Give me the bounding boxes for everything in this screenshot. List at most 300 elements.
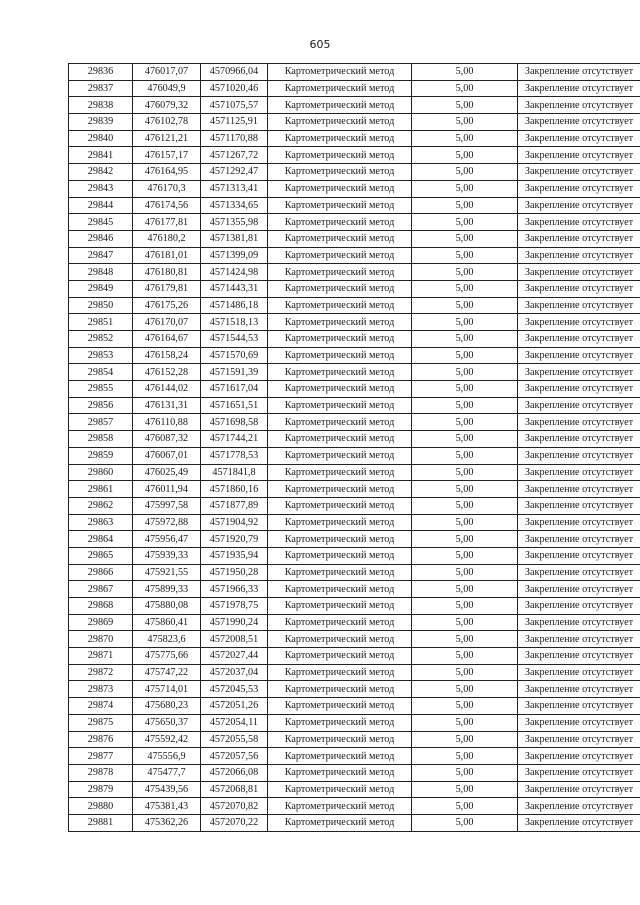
point-number-cell: 29877: [69, 748, 133, 765]
fixing-cell: Закрепление отсутствует: [518, 814, 640, 831]
table-row: [69, 714, 640, 731]
method-cell: Картометрический метод: [268, 681, 412, 698]
method-cell: Картометрический метод: [268, 798, 412, 815]
x-coordinate-cell: 476158,24: [133, 347, 201, 364]
point-number-cell: 29852: [69, 331, 133, 348]
table-row: [69, 664, 640, 681]
accuracy-cell: 5,00: [412, 648, 518, 665]
table-row: [69, 798, 640, 815]
point-number-cell: 29839: [69, 114, 133, 131]
point-number-cell: 29846: [69, 230, 133, 247]
method-cell: Картометрический метод: [268, 447, 412, 464]
point-number-cell: 29849: [69, 280, 133, 297]
x-coordinate-cell: 476174,56: [133, 197, 201, 214]
method-cell: Картометрический метод: [268, 130, 412, 147]
point-number-cell: 29858: [69, 431, 133, 448]
x-coordinate-cell: 476164,67: [133, 331, 201, 348]
method-cell: Картометрический метод: [268, 514, 412, 531]
accuracy-cell: 5,00: [412, 331, 518, 348]
point-number-cell: 29879: [69, 781, 133, 798]
table-row: [69, 614, 640, 631]
x-coordinate-cell: 476102,78: [133, 114, 201, 131]
y-coordinate-cell: 4572037,04: [201, 664, 268, 681]
accuracy-cell: 5,00: [412, 664, 518, 681]
x-coordinate-cell: 475714,01: [133, 681, 201, 698]
y-coordinate-cell: 4571424,98: [201, 264, 268, 281]
x-coordinate-cell: 476049,9: [133, 80, 201, 97]
y-coordinate-cell: 4571518,13: [201, 314, 268, 331]
y-coordinate-cell: 4571950,28: [201, 564, 268, 581]
table-row: [69, 781, 640, 798]
accuracy-cell: 5,00: [412, 431, 518, 448]
y-coordinate-cell: 4571313,41: [201, 180, 268, 197]
table-row: [69, 598, 640, 615]
fixing-cell: Закрепление отсутствует: [518, 531, 640, 548]
method-cell: Картометрический метод: [268, 481, 412, 498]
method-cell: Картометрический метод: [268, 314, 412, 331]
accuracy-cell: 5,00: [412, 514, 518, 531]
method-cell: Картометрический метод: [268, 230, 412, 247]
y-coordinate-cell: 4572057,56: [201, 748, 268, 765]
y-coordinate-cell: 4572055,58: [201, 731, 268, 748]
accuracy-cell: 5,00: [412, 80, 518, 97]
fixing-cell: Закрепление отсутствует: [518, 364, 640, 381]
fixing-cell: Закрепление отсутствует: [518, 114, 640, 131]
table-body: [69, 64, 640, 832]
fixing-cell: Закрепление отсутствует: [518, 431, 640, 448]
fixing-cell: Закрепление отсутствует: [518, 714, 640, 731]
fixing-cell: Закрепление отсутствует: [518, 381, 640, 398]
x-coordinate-cell: 475939,33: [133, 547, 201, 564]
point-number-cell: 29838: [69, 97, 133, 114]
method-cell: Картометрический метод: [268, 631, 412, 648]
accuracy-cell: 5,00: [412, 297, 518, 314]
accuracy-cell: 5,00: [412, 180, 518, 197]
accuracy-cell: 5,00: [412, 347, 518, 364]
y-coordinate-cell: 4572068,81: [201, 781, 268, 798]
method-cell: Картометрический метод: [268, 731, 412, 748]
accuracy-cell: 5,00: [412, 447, 518, 464]
accuracy-cell: 5,00: [412, 197, 518, 214]
point-number-cell: 29860: [69, 464, 133, 481]
method-cell: Картометрический метод: [268, 748, 412, 765]
point-number-cell: 29880: [69, 798, 133, 815]
accuracy-cell: 5,00: [412, 681, 518, 698]
x-coordinate-cell: 476175,26: [133, 297, 201, 314]
table-row: [69, 698, 640, 715]
method-cell: Картометрический метод: [268, 714, 412, 731]
y-coordinate-cell: 4571125,91: [201, 114, 268, 131]
table-row: [69, 748, 640, 765]
method-cell: Картометрический метод: [268, 781, 412, 798]
fixing-cell: Закрепление отсутствует: [518, 314, 640, 331]
table-row: [69, 130, 640, 147]
method-cell: Картометрический метод: [268, 414, 412, 431]
fixing-cell: Закрепление отсутствует: [518, 764, 640, 781]
accuracy-cell: 5,00: [412, 397, 518, 414]
y-coordinate-cell: 4571904,92: [201, 514, 268, 531]
fixing-cell: Закрепление отсутствует: [518, 247, 640, 264]
point-number-cell: 29872: [69, 664, 133, 681]
y-coordinate-cell: 4571075,57: [201, 97, 268, 114]
accuracy-cell: 5,00: [412, 414, 518, 431]
x-coordinate-cell: 476180,81: [133, 264, 201, 281]
accuracy-cell: 5,00: [412, 481, 518, 498]
x-coordinate-cell: 475439,56: [133, 781, 201, 798]
table-row: [69, 280, 640, 297]
table-row: [69, 431, 640, 448]
table-row: [69, 814, 640, 831]
y-coordinate-cell: 4571920,79: [201, 531, 268, 548]
method-cell: Картометрический метод: [268, 197, 412, 214]
y-coordinate-cell: 4571744,21: [201, 431, 268, 448]
fixing-cell: Закрепление отсутствует: [518, 180, 640, 197]
x-coordinate-cell: 475680,23: [133, 698, 201, 715]
method-cell: Картометрический метод: [268, 280, 412, 297]
accuracy-cell: 5,00: [412, 564, 518, 581]
fixing-cell: Закрепление отсутствует: [518, 564, 640, 581]
y-coordinate-cell: 4571591,39: [201, 364, 268, 381]
point-number-cell: 29851: [69, 314, 133, 331]
point-number-cell: 29863: [69, 514, 133, 531]
point-number-cell: 29864: [69, 531, 133, 548]
point-number-cell: 29856: [69, 397, 133, 414]
accuracy-cell: 5,00: [412, 814, 518, 831]
table-row: [69, 214, 640, 231]
method-cell: Картометрический метод: [268, 764, 412, 781]
table-row: [69, 648, 640, 665]
y-coordinate-cell: 4571651,51: [201, 397, 268, 414]
table-row: [69, 681, 640, 698]
x-coordinate-cell: 476164,95: [133, 164, 201, 181]
method-cell: Картометрический метод: [268, 331, 412, 348]
method-cell: Картометрический метод: [268, 547, 412, 564]
x-coordinate-cell: 476087,32: [133, 431, 201, 448]
point-number-cell: 29871: [69, 648, 133, 665]
method-cell: Картометрический метод: [268, 564, 412, 581]
method-cell: Картометрический метод: [268, 381, 412, 398]
table-row: [69, 464, 640, 481]
method-cell: Картометрический метод: [268, 147, 412, 164]
accuracy-cell: 5,00: [412, 748, 518, 765]
fixing-cell: Закрепление отсутствует: [518, 347, 640, 364]
point-number-cell: 29845: [69, 214, 133, 231]
table-row: [69, 514, 640, 531]
accuracy-cell: 5,00: [412, 598, 518, 615]
y-coordinate-cell: 4570966,04: [201, 64, 268, 81]
point-number-cell: 29878: [69, 764, 133, 781]
method-cell: Картометрический метод: [268, 297, 412, 314]
fixing-cell: Закрепление отсутствует: [518, 798, 640, 815]
x-coordinate-cell: 475823,6: [133, 631, 201, 648]
point-number-cell: 29862: [69, 497, 133, 514]
accuracy-cell: 5,00: [412, 214, 518, 231]
point-number-cell: 29836: [69, 64, 133, 81]
x-coordinate-cell: 476157,17: [133, 147, 201, 164]
accuracy-cell: 5,00: [412, 731, 518, 748]
fixing-cell: Закрепление отсутствует: [518, 681, 640, 698]
y-coordinate-cell: 4571334,65: [201, 197, 268, 214]
y-coordinate-cell: 4571486,18: [201, 297, 268, 314]
table-row: [69, 364, 640, 381]
fixing-cell: Закрепление отсутствует: [518, 164, 640, 181]
fixing-cell: Закрепление отсутствует: [518, 64, 640, 81]
y-coordinate-cell: 4572066,08: [201, 764, 268, 781]
accuracy-cell: 5,00: [412, 280, 518, 297]
method-cell: Картометрический метод: [268, 464, 412, 481]
fixing-cell: Закрепление отсутствует: [518, 397, 640, 414]
method-cell: Картометрический метод: [268, 431, 412, 448]
accuracy-cell: 5,00: [412, 230, 518, 247]
point-number-cell: 29881: [69, 814, 133, 831]
table-row: [69, 80, 640, 97]
point-number-cell: 29866: [69, 564, 133, 581]
fixing-cell: Закрепление отсутствует: [518, 280, 640, 297]
table-row: [69, 347, 640, 364]
x-coordinate-cell: 476177,81: [133, 214, 201, 231]
fixing-cell: Закрепление отсутствует: [518, 547, 640, 564]
point-number-cell: 29854: [69, 364, 133, 381]
table-row: [69, 631, 640, 648]
x-coordinate-cell: 476170,3: [133, 180, 201, 197]
x-coordinate-cell: 475972,88: [133, 514, 201, 531]
method-cell: Картометрический метод: [268, 598, 412, 615]
fixing-cell: Закрепление отсутствует: [518, 748, 640, 765]
y-coordinate-cell: 4571267,72: [201, 147, 268, 164]
x-coordinate-cell: 476110,88: [133, 414, 201, 431]
table-row: [69, 564, 640, 581]
accuracy-cell: 5,00: [412, 497, 518, 514]
point-number-cell: 29855: [69, 381, 133, 398]
y-coordinate-cell: 4571617,04: [201, 381, 268, 398]
accuracy-cell: 5,00: [412, 264, 518, 281]
point-number-cell: 29844: [69, 197, 133, 214]
fixing-cell: Закрепление отсутствует: [518, 581, 640, 598]
point-number-cell: 29867: [69, 581, 133, 598]
fixing-cell: Закрепление отсутствует: [518, 781, 640, 798]
table-row: [69, 731, 640, 748]
accuracy-cell: 5,00: [412, 164, 518, 181]
y-coordinate-cell: 4571698,58: [201, 414, 268, 431]
y-coordinate-cell: 4571443,31: [201, 280, 268, 297]
method-cell: Картометрический метод: [268, 164, 412, 181]
y-coordinate-cell: 4572045,53: [201, 681, 268, 698]
fixing-cell: Закрепление отсутствует: [518, 197, 640, 214]
x-coordinate-cell: 475477,7: [133, 764, 201, 781]
method-cell: Картометрический метод: [268, 397, 412, 414]
x-coordinate-cell: 476067,01: [133, 447, 201, 464]
fixing-cell: Закрепление отсутствует: [518, 414, 640, 431]
y-coordinate-cell: 4571399,09: [201, 247, 268, 264]
table-row: [69, 414, 640, 431]
fixing-cell: Закрепление отсутствует: [518, 97, 640, 114]
method-cell: Картометрический метод: [268, 364, 412, 381]
point-number-cell: 29859: [69, 447, 133, 464]
x-coordinate-cell: 476144,02: [133, 381, 201, 398]
accuracy-cell: 5,00: [412, 614, 518, 631]
x-coordinate-cell: 475997,58: [133, 497, 201, 514]
page-number: 605: [309, 38, 331, 51]
y-coordinate-cell: 4571966,33: [201, 581, 268, 598]
table-row: [69, 531, 640, 548]
y-coordinate-cell: 4571978,75: [201, 598, 268, 615]
fixing-cell: Закрепление отсутствует: [518, 664, 640, 681]
table-row: [69, 447, 640, 464]
accuracy-cell: 5,00: [412, 97, 518, 114]
x-coordinate-cell: 476025,49: [133, 464, 201, 481]
accuracy-cell: 5,00: [412, 247, 518, 264]
method-cell: Картометрический метод: [268, 497, 412, 514]
point-number-cell: 29837: [69, 80, 133, 97]
y-coordinate-cell: 4571860,16: [201, 481, 268, 498]
x-coordinate-cell: 475592,42: [133, 731, 201, 748]
table-row: [69, 97, 640, 114]
point-number-cell: 29853: [69, 347, 133, 364]
accuracy-cell: 5,00: [412, 531, 518, 548]
point-number-cell: 29840: [69, 130, 133, 147]
y-coordinate-cell: 4572008,51: [201, 631, 268, 648]
table-row: [69, 331, 640, 348]
fixing-cell: Закрепление отсутствует: [518, 514, 640, 531]
table-row: [69, 180, 640, 197]
table-row: [69, 581, 640, 598]
x-coordinate-cell: 476179,81: [133, 280, 201, 297]
x-coordinate-cell: 475381,43: [133, 798, 201, 815]
x-coordinate-cell: 476017,07: [133, 64, 201, 81]
method-cell: Картометрический метод: [268, 664, 412, 681]
y-coordinate-cell: 4571990,24: [201, 614, 268, 631]
x-coordinate-cell: 476181,01: [133, 247, 201, 264]
accuracy-cell: 5,00: [412, 464, 518, 481]
method-cell: Картометрический метод: [268, 214, 412, 231]
method-cell: Картометрический метод: [268, 698, 412, 715]
coordinates-table: [68, 63, 640, 832]
x-coordinate-cell: 475775,66: [133, 648, 201, 665]
method-cell: Картометрический метод: [268, 614, 412, 631]
fixing-cell: Закрепление отсутствует: [518, 230, 640, 247]
fixing-cell: Закрепление отсутствует: [518, 464, 640, 481]
table-row: [69, 64, 640, 81]
point-number-cell: 29869: [69, 614, 133, 631]
x-coordinate-cell: 476079,32: [133, 97, 201, 114]
method-cell: Картометрический метод: [268, 97, 412, 114]
accuracy-cell: 5,00: [412, 714, 518, 731]
method-cell: Картометрический метод: [268, 531, 412, 548]
accuracy-cell: 5,00: [412, 698, 518, 715]
y-coordinate-cell: 4572051,26: [201, 698, 268, 715]
method-cell: Картометрический метод: [268, 80, 412, 97]
method-cell: Картометрический метод: [268, 264, 412, 281]
point-number-cell: 29847: [69, 247, 133, 264]
accuracy-cell: 5,00: [412, 64, 518, 81]
table-row: [69, 481, 640, 498]
y-coordinate-cell: 4571292,47: [201, 164, 268, 181]
accuracy-cell: 5,00: [412, 147, 518, 164]
y-coordinate-cell: 4572070,22: [201, 814, 268, 831]
x-coordinate-cell: 476152,28: [133, 364, 201, 381]
accuracy-cell: 5,00: [412, 314, 518, 331]
y-coordinate-cell: 4572054,11: [201, 714, 268, 731]
x-coordinate-cell: 475860,41: [133, 614, 201, 631]
point-number-cell: 29848: [69, 264, 133, 281]
x-coordinate-cell: 476011,94: [133, 481, 201, 498]
fixing-cell: Закрепление отсутствует: [518, 130, 640, 147]
y-coordinate-cell: 4571544,53: [201, 331, 268, 348]
x-coordinate-cell: 475556,9: [133, 748, 201, 765]
fixing-cell: Закрепление отсутствует: [518, 698, 640, 715]
x-coordinate-cell: 476170,07: [133, 314, 201, 331]
accuracy-cell: 5,00: [412, 798, 518, 815]
table-row: [69, 230, 640, 247]
x-coordinate-cell: 475650,37: [133, 714, 201, 731]
method-cell: Картометрический метод: [268, 581, 412, 598]
point-number-cell: 29873: [69, 681, 133, 698]
y-coordinate-cell: 4571170,88: [201, 130, 268, 147]
method-cell: Картометрический метод: [268, 814, 412, 831]
x-coordinate-cell: 476131,31: [133, 397, 201, 414]
accuracy-cell: 5,00: [412, 764, 518, 781]
fixing-cell: Закрепление отсутствует: [518, 264, 640, 281]
method-cell: Картометрический метод: [268, 648, 412, 665]
fixing-cell: Закрепление отсутствует: [518, 631, 640, 648]
fixing-cell: Закрепление отсутствует: [518, 214, 640, 231]
accuracy-cell: 5,00: [412, 547, 518, 564]
point-number-cell: 29865: [69, 547, 133, 564]
method-cell: Картометрический метод: [268, 114, 412, 131]
table-row: [69, 197, 640, 214]
point-number-cell: 29850: [69, 297, 133, 314]
x-coordinate-cell: 476121,21: [133, 130, 201, 147]
table-row: [69, 297, 640, 314]
fixing-cell: Закрепление отсутствует: [518, 331, 640, 348]
fixing-cell: Закрепление отсутствует: [518, 147, 640, 164]
point-number-cell: 29876: [69, 731, 133, 748]
point-number-cell: 29843: [69, 180, 133, 197]
table-row: [69, 147, 640, 164]
table-row: [69, 764, 640, 781]
method-cell: Картометрический метод: [268, 347, 412, 364]
table-row: [69, 247, 640, 264]
y-coordinate-cell: 4572070,82: [201, 798, 268, 815]
method-cell: Картометрический метод: [268, 247, 412, 264]
fixing-cell: Закрепление отсутствует: [518, 297, 640, 314]
point-number-cell: 29875: [69, 714, 133, 731]
point-number-cell: 29868: [69, 598, 133, 615]
x-coordinate-cell: 475880,08: [133, 598, 201, 615]
accuracy-cell: 5,00: [412, 130, 518, 147]
accuracy-cell: 5,00: [412, 364, 518, 381]
y-coordinate-cell: 4571570,69: [201, 347, 268, 364]
point-number-cell: 29857: [69, 414, 133, 431]
fixing-cell: Закрепление отсутствует: [518, 648, 640, 665]
method-cell: Картометрический метод: [268, 180, 412, 197]
table-row: [69, 497, 640, 514]
x-coordinate-cell: 475747,22: [133, 664, 201, 681]
fixing-cell: Закрепление отсутствует: [518, 481, 640, 498]
y-coordinate-cell: 4571778,53: [201, 447, 268, 464]
table-row: [69, 264, 640, 281]
point-number-cell: 29842: [69, 164, 133, 181]
x-coordinate-cell: 475921,55: [133, 564, 201, 581]
accuracy-cell: 5,00: [412, 581, 518, 598]
fixing-cell: Закрепление отсутствует: [518, 731, 640, 748]
table-row: [69, 314, 640, 331]
x-coordinate-cell: 475899,33: [133, 581, 201, 598]
fixing-cell: Закрепление отсутствует: [518, 598, 640, 615]
y-coordinate-cell: 4571020,46: [201, 80, 268, 97]
y-coordinate-cell: 4571841,8: [201, 464, 268, 481]
y-coordinate-cell: 4571877,89: [201, 497, 268, 514]
